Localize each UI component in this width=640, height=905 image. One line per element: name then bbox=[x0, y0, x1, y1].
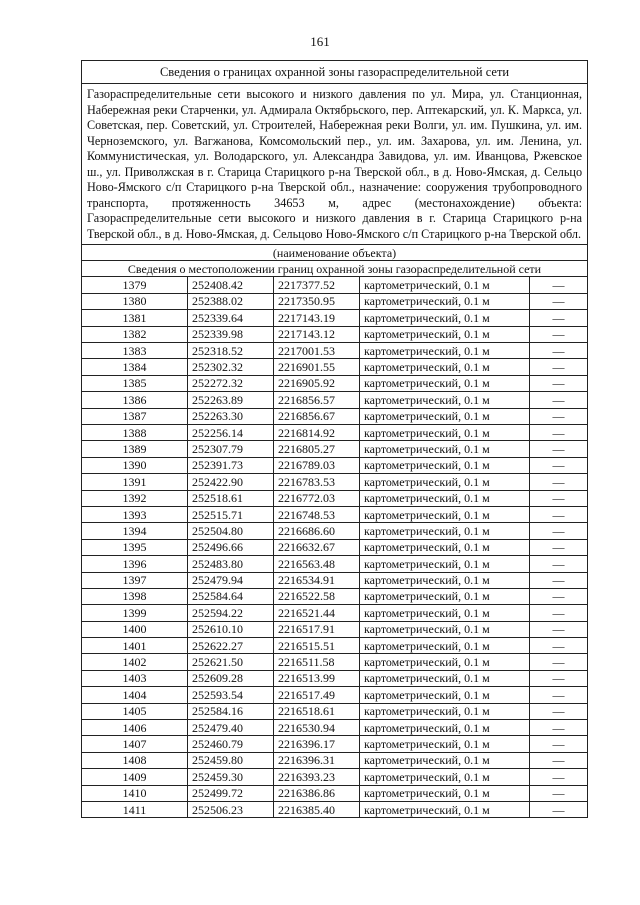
point-number-cell: 1393 bbox=[82, 506, 188, 522]
location-header: Сведения о местоположении границ охранной зоны газораспределительной сети bbox=[82, 261, 588, 277]
x-coordinate-cell: 252302.32 bbox=[188, 359, 274, 375]
method-cell: картометрический, 0.1 м bbox=[360, 441, 530, 457]
table-row bbox=[82, 474, 588, 490]
method-cell: картометрический, 0.1 м bbox=[360, 687, 530, 703]
y-coordinate-cell: 2216517.49 bbox=[274, 687, 360, 703]
boundary-table bbox=[81, 60, 588, 818]
object-description: Газораспределительные сети высокого и низкого давления по ул. Мира, ул. Станционная, Набережная реки Старченки, ул. Адмирала Октябрьского, пер. Аптекарский, ул. К. Маркса, ул. Советская, пер. Советский, ул. Строителей, Набережная реки Волги, ул. им. Пушкина, ул. им. Черноземского, ул. Вагжанова, Комсомольский пер., ул. им. Захарова, ул. им. Ленина, ул. Коммунистическая, ул. Володарского, ул. Александра Завидова, ул. им. Иванцова, Ржевское ш., ул. Приволжская в г. Старица Старицкого р-на Тверской обл., в д. Ново-Ямская, д. Сельцо Ново-Ямского с/п Старицкого р-на Тверской обл., назначение: сооружения трубопроводного транспорта, протяженность 34653 м, адрес (местонахождение) объекта: Газораспределительные сети высокого и низкого давления в г. Старица Старицкого р-на Тверской обл., в д. Ново-Ямская, д. Сельцово Ново-Ямского с/п Старицкого р-на Тверской обл. bbox=[82, 84, 588, 245]
x-coordinate-cell: 252584.16 bbox=[188, 703, 274, 719]
method-cell: картометрический, 0.1 м bbox=[360, 293, 530, 309]
x-coordinate-cell: 252339.98 bbox=[188, 326, 274, 342]
point-number-cell: 1391 bbox=[82, 474, 188, 490]
description-cell: — bbox=[530, 752, 588, 768]
table-row bbox=[82, 293, 588, 309]
table-row bbox=[82, 687, 588, 703]
x-coordinate-cell: 252518.61 bbox=[188, 490, 274, 506]
description-cell: — bbox=[530, 638, 588, 654]
y-coordinate-cell: 2216511.58 bbox=[274, 654, 360, 670]
y-coordinate-cell: 2216517.91 bbox=[274, 621, 360, 637]
x-coordinate-cell: 252391.73 bbox=[188, 457, 274, 473]
point-number-cell: 1411 bbox=[82, 801, 188, 817]
method-cell: картометрический, 0.1 м bbox=[360, 310, 530, 326]
method-cell: картометрический, 0.1 м bbox=[360, 720, 530, 736]
point-number-cell: 1388 bbox=[82, 424, 188, 440]
table-row bbox=[82, 752, 588, 768]
y-coordinate-cell: 2216856.67 bbox=[274, 408, 360, 424]
y-coordinate-cell: 2216748.53 bbox=[274, 506, 360, 522]
table-row bbox=[82, 375, 588, 391]
table-row bbox=[82, 556, 588, 572]
method-cell: картометрический, 0.1 м bbox=[360, 703, 530, 719]
description-cell: — bbox=[530, 310, 588, 326]
point-number-cell: 1395 bbox=[82, 539, 188, 555]
point-number-cell: 1401 bbox=[82, 638, 188, 654]
x-coordinate-cell: 252339.64 bbox=[188, 310, 274, 326]
description-cell: — bbox=[530, 523, 588, 539]
table-row bbox=[82, 392, 588, 408]
description-cell: — bbox=[530, 654, 588, 670]
table-row bbox=[82, 343, 588, 359]
point-number-cell: 1405 bbox=[82, 703, 188, 719]
object-caption: (наименование объекта) bbox=[82, 245, 588, 261]
y-coordinate-cell: 2216805.27 bbox=[274, 441, 360, 457]
point-number-cell: 1402 bbox=[82, 654, 188, 670]
point-number-cell: 1410 bbox=[82, 785, 188, 801]
point-number-cell: 1406 bbox=[82, 720, 188, 736]
x-coordinate-cell: 252408.42 bbox=[188, 277, 274, 293]
y-coordinate-cell: 2216901.55 bbox=[274, 359, 360, 375]
method-cell: картометрический, 0.1 м bbox=[360, 556, 530, 572]
table-row bbox=[82, 326, 588, 342]
x-coordinate-cell: 252318.52 bbox=[188, 343, 274, 359]
page-number: 161 bbox=[310, 34, 330, 49]
x-coordinate-cell: 252584.64 bbox=[188, 588, 274, 604]
table-row bbox=[82, 572, 588, 588]
description-cell: — bbox=[530, 703, 588, 719]
description-cell: — bbox=[530, 457, 588, 473]
table-row bbox=[82, 654, 588, 670]
table-row bbox=[82, 703, 588, 719]
description-cell: — bbox=[530, 785, 588, 801]
x-coordinate-cell: 252506.23 bbox=[188, 801, 274, 817]
y-coordinate-cell: 2216515.51 bbox=[274, 638, 360, 654]
point-number-cell: 1409 bbox=[82, 769, 188, 785]
description-cell: — bbox=[530, 769, 588, 785]
description-cell: — bbox=[530, 556, 588, 572]
x-coordinate-cell: 252593.54 bbox=[188, 687, 274, 703]
y-coordinate-cell: 2216530.94 bbox=[274, 720, 360, 736]
point-number-cell: 1408 bbox=[82, 752, 188, 768]
table-row bbox=[82, 670, 588, 686]
description-cell: — bbox=[530, 506, 588, 522]
description-cell: — bbox=[530, 605, 588, 621]
method-cell: картометрический, 0.1 м bbox=[360, 408, 530, 424]
description-cell: — bbox=[530, 588, 588, 604]
table-row bbox=[82, 441, 588, 457]
y-coordinate-cell: 2216686.60 bbox=[274, 523, 360, 539]
description-cell: — bbox=[530, 359, 588, 375]
point-number-cell: 1387 bbox=[82, 408, 188, 424]
x-coordinate-cell: 252460.79 bbox=[188, 736, 274, 752]
method-cell: картометрический, 0.1 м bbox=[360, 588, 530, 604]
table-row bbox=[82, 310, 588, 326]
description-cell: — bbox=[530, 490, 588, 506]
x-coordinate-cell: 252515.71 bbox=[188, 506, 274, 522]
y-coordinate-cell: 2217377.52 bbox=[274, 277, 360, 293]
point-number-cell: 1390 bbox=[82, 457, 188, 473]
table-row bbox=[82, 424, 588, 440]
point-number-cell: 1384 bbox=[82, 359, 188, 375]
table-row bbox=[82, 605, 588, 621]
x-coordinate-cell: 252479.94 bbox=[188, 572, 274, 588]
x-coordinate-cell: 252594.22 bbox=[188, 605, 274, 621]
table-row bbox=[82, 621, 588, 637]
table-row bbox=[82, 588, 588, 604]
x-coordinate-cell: 252621.50 bbox=[188, 654, 274, 670]
point-number-cell: 1398 bbox=[82, 588, 188, 604]
table-row bbox=[82, 801, 588, 817]
description-cell: — bbox=[530, 326, 588, 342]
point-number-cell: 1389 bbox=[82, 441, 188, 457]
point-number-cell: 1407 bbox=[82, 736, 188, 752]
description-cell: — bbox=[530, 572, 588, 588]
y-coordinate-cell: 2216518.61 bbox=[274, 703, 360, 719]
y-coordinate-cell: 2216393.23 bbox=[274, 769, 360, 785]
method-cell: картометрический, 0.1 м bbox=[360, 621, 530, 637]
description-cell: — bbox=[530, 687, 588, 703]
x-coordinate-cell: 252483.80 bbox=[188, 556, 274, 572]
x-coordinate-cell: 252499.72 bbox=[188, 785, 274, 801]
y-coordinate-cell: 2217143.12 bbox=[274, 326, 360, 342]
table-row bbox=[82, 457, 588, 473]
y-coordinate-cell: 2216522.58 bbox=[274, 588, 360, 604]
description-cell: — bbox=[530, 408, 588, 424]
point-number-cell: 1379 bbox=[82, 277, 188, 293]
method-cell: картометрический, 0.1 м bbox=[360, 392, 530, 408]
y-coordinate-cell: 2216396.17 bbox=[274, 736, 360, 752]
x-coordinate-cell: 252272.32 bbox=[188, 375, 274, 391]
description-cell: — bbox=[530, 539, 588, 555]
x-coordinate-cell: 252479.40 bbox=[188, 720, 274, 736]
table-row bbox=[82, 359, 588, 375]
method-cell: картометрический, 0.1 м bbox=[360, 638, 530, 654]
description-cell: — bbox=[530, 474, 588, 490]
method-cell: картометрический, 0.1 м bbox=[360, 506, 530, 522]
table-row bbox=[82, 277, 588, 293]
description-cell: — bbox=[530, 720, 588, 736]
description-cell: — bbox=[530, 343, 588, 359]
table-row bbox=[82, 638, 588, 654]
point-number-cell: 1394 bbox=[82, 523, 188, 539]
point-number-cell: 1392 bbox=[82, 490, 188, 506]
table-row bbox=[82, 490, 588, 506]
method-cell: картометрический, 0.1 м bbox=[360, 670, 530, 686]
point-number-cell: 1381 bbox=[82, 310, 188, 326]
y-coordinate-cell: 2216521.44 bbox=[274, 605, 360, 621]
x-coordinate-cell: 252610.10 bbox=[188, 621, 274, 637]
x-coordinate-cell: 252609.28 bbox=[188, 670, 274, 686]
y-coordinate-cell: 2216772.03 bbox=[274, 490, 360, 506]
y-coordinate-cell: 2216632.67 bbox=[274, 539, 360, 555]
y-coordinate-cell: 2216783.53 bbox=[274, 474, 360, 490]
point-number-cell: 1399 bbox=[82, 605, 188, 621]
point-number-cell: 1396 bbox=[82, 556, 188, 572]
table-row bbox=[82, 408, 588, 424]
x-coordinate-cell: 252263.89 bbox=[188, 392, 274, 408]
method-cell: картометрический, 0.1 м bbox=[360, 424, 530, 440]
y-coordinate-cell: 2216396.31 bbox=[274, 752, 360, 768]
description-cell: — bbox=[530, 392, 588, 408]
point-number-cell: 1404 bbox=[82, 687, 188, 703]
point-number-cell: 1383 bbox=[82, 343, 188, 359]
table-row bbox=[82, 720, 588, 736]
method-cell: картометрический, 0.1 м bbox=[360, 523, 530, 539]
x-coordinate-cell: 252388.02 bbox=[188, 293, 274, 309]
point-number-cell: 1397 bbox=[82, 572, 188, 588]
description-cell: — bbox=[530, 621, 588, 637]
point-number-cell: 1380 bbox=[82, 293, 188, 309]
y-coordinate-cell: 2216563.48 bbox=[274, 556, 360, 572]
table-row bbox=[82, 539, 588, 555]
description-cell: — bbox=[530, 424, 588, 440]
x-coordinate-cell: 252496.66 bbox=[188, 539, 274, 555]
x-coordinate-cell: 252263.30 bbox=[188, 408, 274, 424]
y-coordinate-cell: 2217350.95 bbox=[274, 293, 360, 309]
method-cell: картометрический, 0.1 м bbox=[360, 539, 530, 555]
method-cell: картометрический, 0.1 м bbox=[360, 752, 530, 768]
method-cell: картометрический, 0.1 м bbox=[360, 359, 530, 375]
point-number-cell: 1382 bbox=[82, 326, 188, 342]
method-cell: картометрический, 0.1 м bbox=[360, 769, 530, 785]
x-coordinate-cell: 252422.90 bbox=[188, 474, 274, 490]
table-row bbox=[82, 736, 588, 752]
x-coordinate-cell: 252256.14 bbox=[188, 424, 274, 440]
method-cell: картометрический, 0.1 м bbox=[360, 490, 530, 506]
table-row bbox=[82, 506, 588, 522]
method-cell: картометрический, 0.1 м bbox=[360, 343, 530, 359]
method-cell: картометрический, 0.1 м bbox=[360, 474, 530, 490]
y-coordinate-cell: 2216385.40 bbox=[274, 801, 360, 817]
description-cell: — bbox=[530, 801, 588, 817]
x-coordinate-cell: 252459.30 bbox=[188, 769, 274, 785]
description-cell: — bbox=[530, 670, 588, 686]
point-number-cell: 1385 bbox=[82, 375, 188, 391]
y-coordinate-cell: 2216814.92 bbox=[274, 424, 360, 440]
x-coordinate-cell: 252504.80 bbox=[188, 523, 274, 539]
method-cell: картометрический, 0.1 м bbox=[360, 277, 530, 293]
method-cell: картометрический, 0.1 м bbox=[360, 375, 530, 391]
method-cell: картометрический, 0.1 м bbox=[360, 736, 530, 752]
table-row bbox=[82, 769, 588, 785]
x-coordinate-cell: 252459.80 bbox=[188, 752, 274, 768]
y-coordinate-cell: 2216386.86 bbox=[274, 785, 360, 801]
y-coordinate-cell: 2217143.19 bbox=[274, 310, 360, 326]
method-cell: картометрический, 0.1 м bbox=[360, 605, 530, 621]
description-cell: — bbox=[530, 736, 588, 752]
method-cell: картометрический, 0.1 м bbox=[360, 654, 530, 670]
table-row bbox=[82, 785, 588, 801]
y-coordinate-cell: 2216905.92 bbox=[274, 375, 360, 391]
table-row bbox=[82, 523, 588, 539]
x-coordinate-cell: 252307.79 bbox=[188, 441, 274, 457]
description-cell: — bbox=[530, 293, 588, 309]
y-coordinate-cell: 2216534.91 bbox=[274, 572, 360, 588]
point-number-cell: 1386 bbox=[82, 392, 188, 408]
point-number-cell: 1403 bbox=[82, 670, 188, 686]
method-cell: картометрический, 0.1 м bbox=[360, 572, 530, 588]
point-number-cell: 1400 bbox=[82, 621, 188, 637]
method-cell: картометрический, 0.1 м bbox=[360, 801, 530, 817]
section-title: Сведения о границах охранной зоны газораспределительной сети bbox=[82, 61, 588, 84]
method-cell: картометрический, 0.1 м bbox=[360, 326, 530, 342]
description-cell: — bbox=[530, 375, 588, 391]
method-cell: картометрический, 0.1 м bbox=[360, 785, 530, 801]
description-cell: — bbox=[530, 441, 588, 457]
method-cell: картометрический, 0.1 м bbox=[360, 457, 530, 473]
y-coordinate-cell: 2216513.99 bbox=[274, 670, 360, 686]
y-coordinate-cell: 2216789.03 bbox=[274, 457, 360, 473]
x-coordinate-cell: 252622.27 bbox=[188, 638, 274, 654]
y-coordinate-cell: 2217001.53 bbox=[274, 343, 360, 359]
y-coordinate-cell: 2216856.57 bbox=[274, 392, 360, 408]
description-cell: — bbox=[530, 277, 588, 293]
